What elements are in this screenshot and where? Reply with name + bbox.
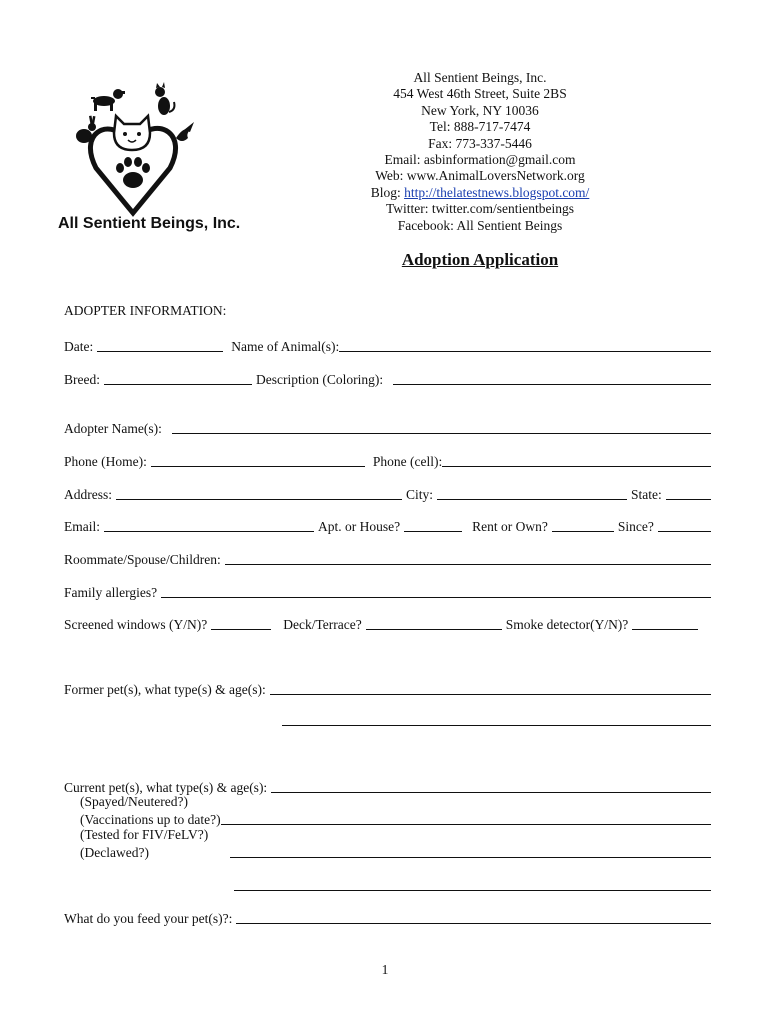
org-twitter: Twitter: twitter.com/sentientbeings <box>385 201 575 217</box>
row-allergies <box>64 583 715 601</box>
adopter-name-label: Adopter Name(s): <box>64 421 162 436</box>
org-email: Email: asbinformation@gmail.com <box>384 152 576 168</box>
paw-print-icon <box>116 157 150 188</box>
deck-label: Deck/Terrace? <box>283 617 362 632</box>
row-adopter-name <box>64 419 715 437</box>
allergies-field[interactable] <box>161 596 711 598</box>
page-number: 1 <box>381 962 389 977</box>
date-label: Date: <box>64 339 94 354</box>
phone-home-label: Phone (Home): <box>64 454 147 469</box>
deck-field[interactable] <box>366 628 502 630</box>
declawed-field[interactable] <box>230 856 711 858</box>
row-roommate <box>64 550 715 568</box>
current-pets-label: Current pet(s), what type(s) & age(s): <box>64 780 268 795</box>
row-home-safety <box>64 615 715 633</box>
city-field[interactable] <box>437 498 627 500</box>
logo-wordmark: All Sentient Beings, Inc. <box>58 215 241 232</box>
row-breed-description <box>64 370 715 388</box>
sitting-cat-icon <box>155 82 174 115</box>
roommate-label: Roommate/Spouse/Children: <box>64 552 221 567</box>
apt-house-field[interactable] <box>404 530 462 532</box>
description-field[interactable] <box>393 383 711 385</box>
state-label: State: <box>631 487 662 502</box>
org-blog <box>340 185 620 201</box>
since-label: Since? <box>617 519 654 534</box>
smoke-detector-label: Smoke detector(Y/N)? <box>505 617 629 632</box>
state-field[interactable] <box>666 498 711 500</box>
org-fax: Fax: 773-337-5446 <box>428 135 532 151</box>
current-pets-field[interactable] <box>271 791 711 793</box>
animal-name-label: Name of Animal(s): <box>231 339 340 354</box>
description-label: Description (Coloring): <box>256 372 384 387</box>
row-date-animal <box>64 337 715 355</box>
email-field[interactable] <box>104 530 314 532</box>
all-sentient-beings-logo <box>56 78 246 243</box>
feed-field[interactable] <box>236 922 711 924</box>
bird-icon <box>176 122 194 141</box>
row-former-pets <box>64 680 715 698</box>
section-heading: ADOPTER INFORMATION: <box>64 303 227 318</box>
vaccinations-field[interactable] <box>221 823 711 825</box>
blog-link[interactable]: http://thelatestnews.blogspot.com/ <box>404 184 590 200</box>
blog-label: Blog: <box>370 184 405 200</box>
phone-home-field[interactable] <box>151 465 365 467</box>
row-current-pets-cont <box>230 876 715 894</box>
spayed-label: (Spayed/Neutered?) <box>80 794 188 809</box>
tested-label: (Tested for FIV/FeLV?) <box>80 827 209 842</box>
row-vaccinations <box>80 810 715 828</box>
screened-windows-label: Screened windows (Y/N)? <box>64 617 208 632</box>
former-pets-label: Former pet(s), what type(s) & age(s): <box>64 682 266 697</box>
roommate-field[interactable] <box>225 563 711 565</box>
row-address <box>64 485 715 503</box>
vaccinations-label: (Vaccinations up to date?) <box>80 812 221 827</box>
row-feed <box>64 909 715 927</box>
organization-contact-block <box>340 70 620 234</box>
address-label: Address: <box>64 487 112 502</box>
cat-face-icon <box>114 116 150 150</box>
org-name: All Sentient Beings, Inc. <box>413 70 547 85</box>
org-city: New York, NY 10036 <box>421 102 539 118</box>
row-phones <box>64 452 715 470</box>
allergies-label: Family allergies? <box>64 585 158 600</box>
since-field[interactable] <box>658 530 711 532</box>
org-street: 454 West 46th Street, Suite 2BS <box>393 86 567 102</box>
address-field[interactable] <box>116 498 402 500</box>
rent-own-label: Rent or Own? <box>472 519 548 534</box>
org-tel: Tel: 888-717-7474 <box>429 119 531 135</box>
date-field[interactable] <box>97 350 223 352</box>
adopter-name-field[interactable] <box>172 432 711 434</box>
phone-cell-label: Phone (cell): <box>372 454 443 469</box>
smoke-detector-field[interactable] <box>632 628 698 630</box>
row-declawed <box>80 843 715 861</box>
former-pets-field[interactable] <box>270 693 711 695</box>
feed-label: What do you feed your pet(s)?: <box>64 911 233 926</box>
email-label: Email: <box>64 519 100 534</box>
declawed-label: (Declawed?) <box>80 845 149 860</box>
breed-label: Breed: <box>64 372 100 387</box>
phone-cell-field[interactable] <box>442 465 711 467</box>
former-pets-field-2[interactable] <box>282 724 711 726</box>
org-facebook: Facebook: All Sentient Beings <box>397 217 563 233</box>
apt-house-label: Apt. or House? <box>318 519 401 534</box>
dog-icon <box>91 89 125 111</box>
city-label: City: <box>406 487 434 502</box>
form-title: Adoption Application <box>401 250 559 269</box>
current-pets-field-2[interactable] <box>234 889 711 891</box>
row-former-pets-cont <box>278 711 715 729</box>
screened-windows-field[interactable] <box>211 628 271 630</box>
breed-field[interactable] <box>104 383 252 385</box>
row-email-housing <box>64 517 715 535</box>
org-web: Web: www.AnimalLoversNetwork.org <box>375 168 585 184</box>
rent-own-field[interactable] <box>552 530 614 532</box>
animal-name-field[interactable] <box>339 350 711 352</box>
